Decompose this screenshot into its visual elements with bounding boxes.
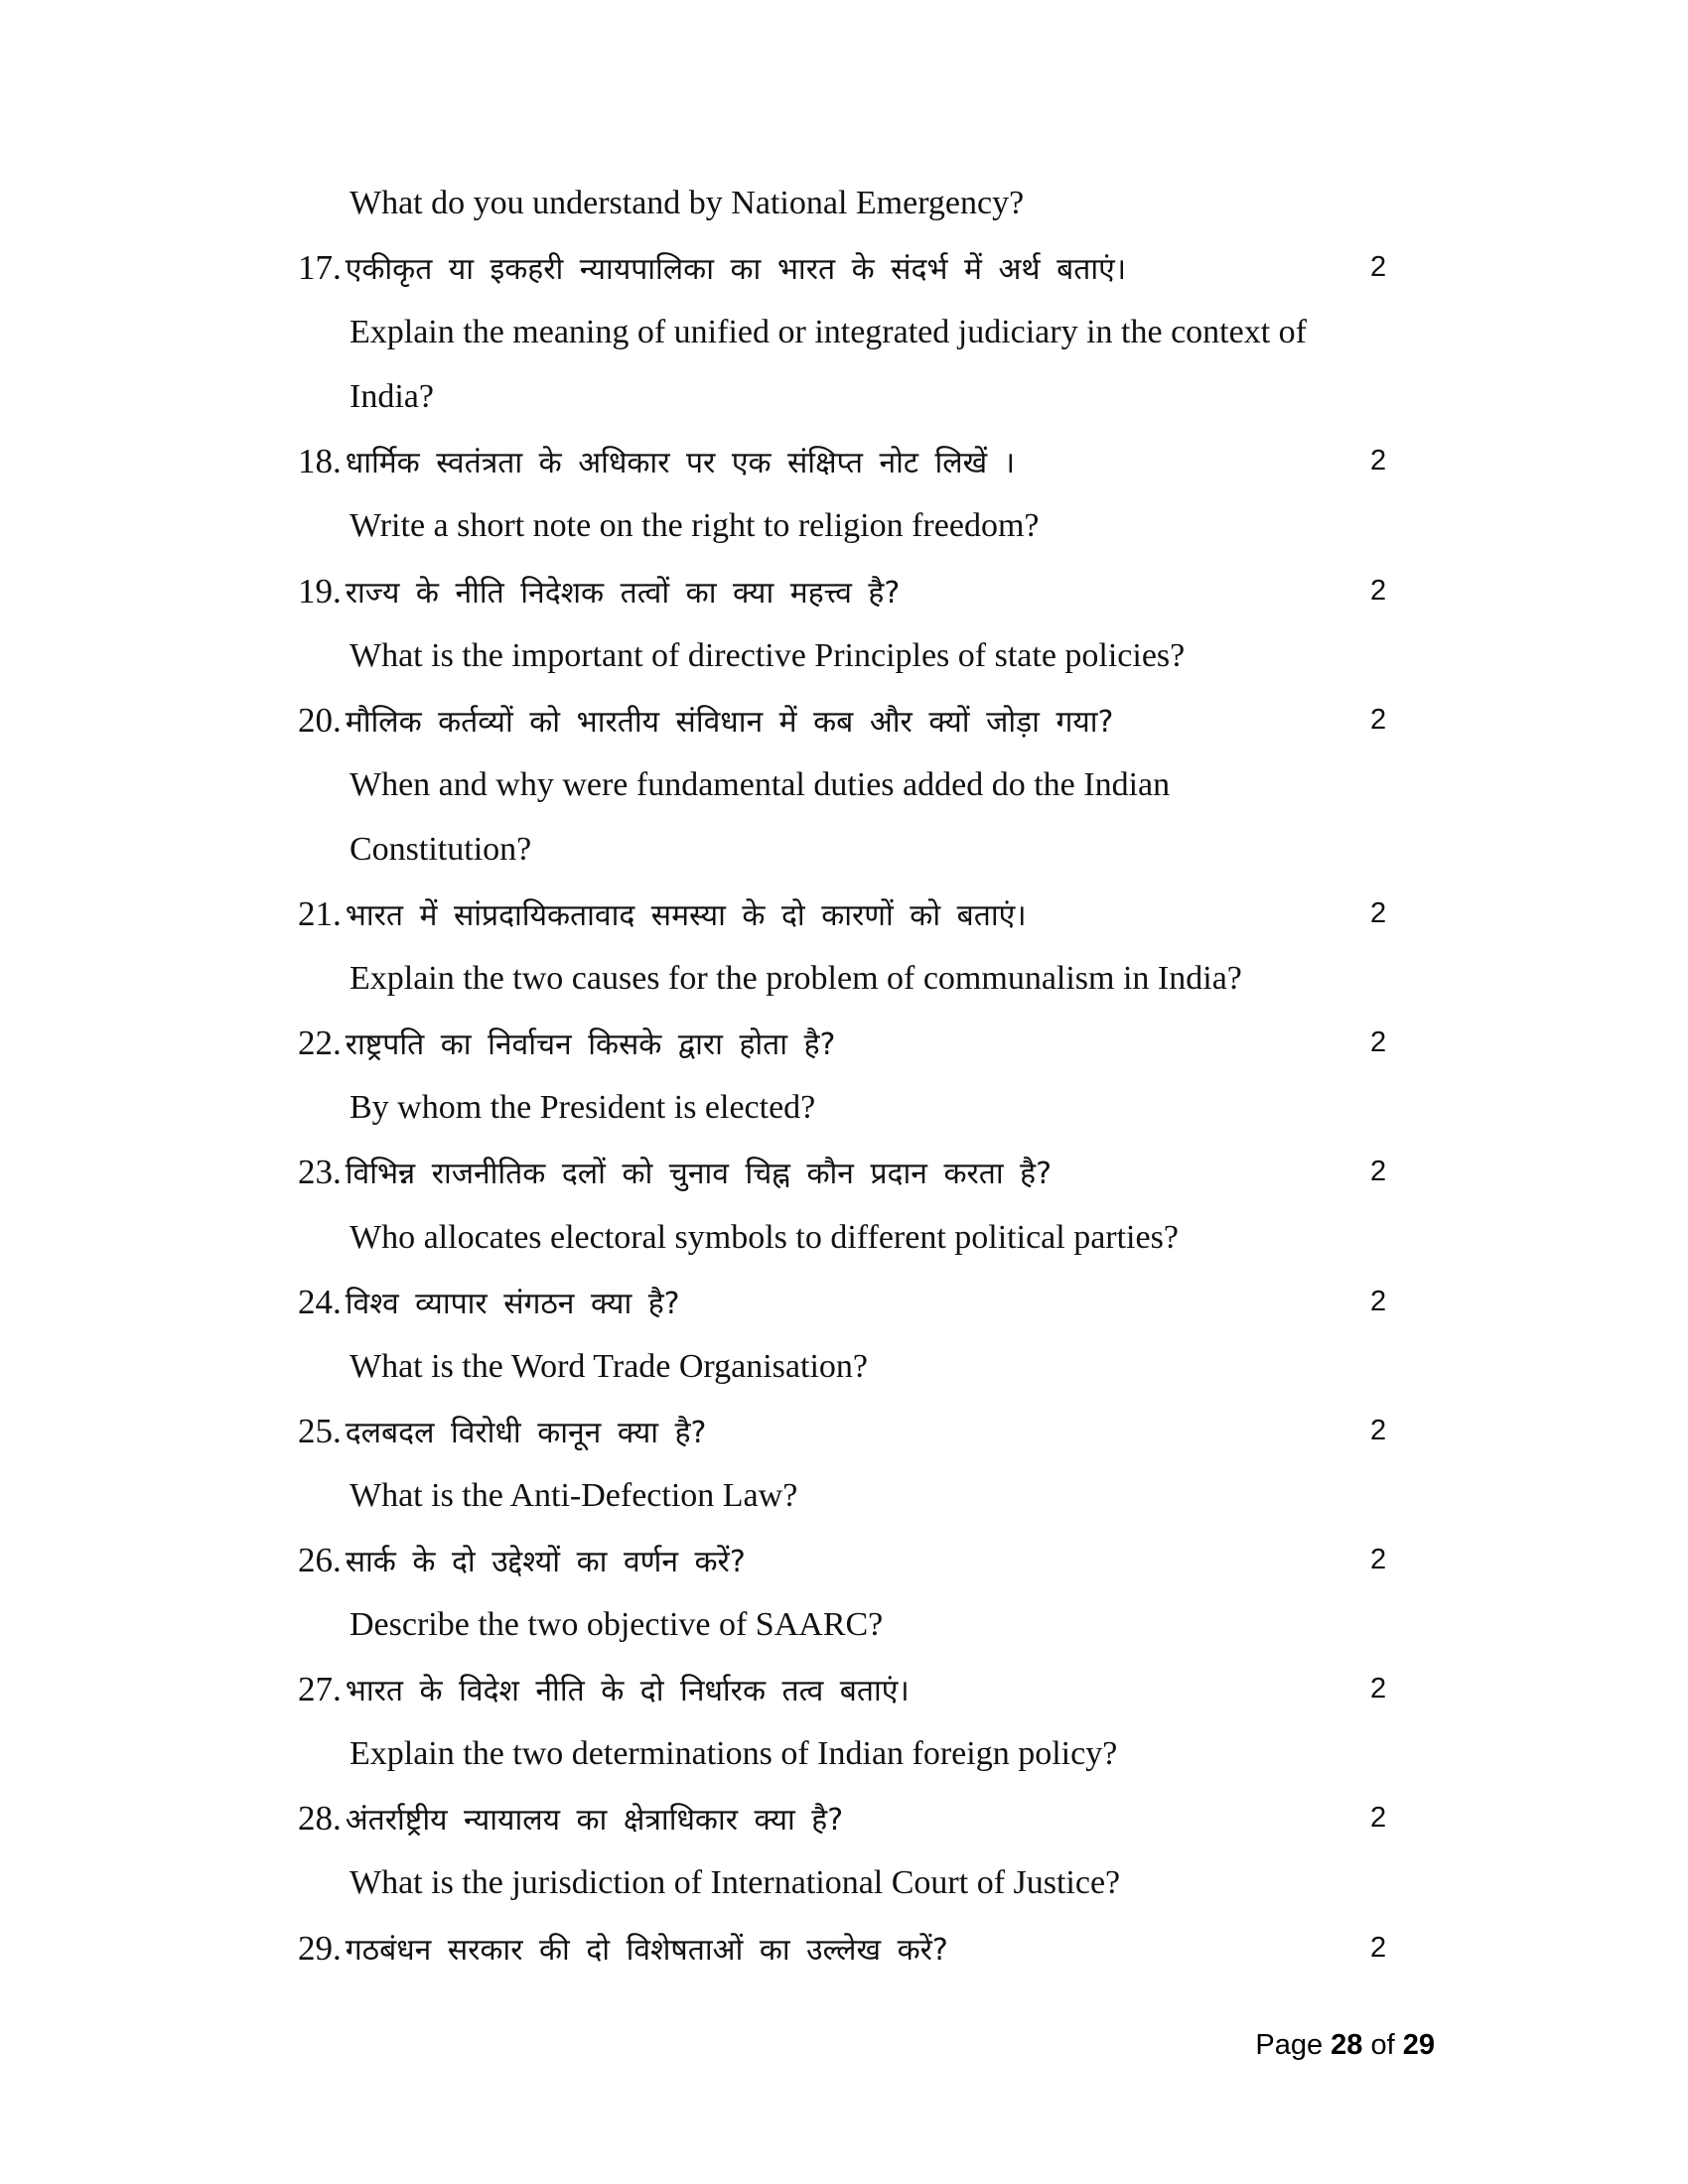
question-number: 20.	[298, 700, 342, 740]
question-text-hindi: अंतर्राष्ट्रीय न्यायालय का क्षेत्राधिकार क्या है?	[345, 1803, 844, 1839]
question-text-english: Who allocates electoral symbols to different political parties?	[350, 1218, 1179, 1256]
english-line-row	[0, 171, 1688, 235]
question-number: 26.	[298, 1540, 342, 1579]
question-text-hindi: दलबदल विरोधी कानून क्या है?	[345, 1415, 707, 1450]
question-marks: 2	[1370, 445, 1387, 478]
question-text-english: Explain the two determinations of Indian foreign policy?	[350, 1735, 1118, 1773]
question-list	[0, 171, 1688, 1980]
question-marks: 2	[1370, 1156, 1387, 1188]
question-text-hindi: राज्य के नीति निदेशक तत्वों का क्या महत्त्व है?	[345, 575, 901, 611]
english-line-row	[0, 752, 1688, 817]
footer-page-label: Page	[1255, 2029, 1324, 2061]
question-marks: 2	[1370, 1931, 1387, 1964]
question-text-hindi: मौलिक कर्तव्यों को भारतीय संविधान में कब और क्यों जोड़ा गया?	[345, 704, 1114, 740]
english-line-row	[0, 1334, 1688, 1399]
english-line-row	[0, 1850, 1688, 1915]
question-text-english: What is the Anti-Defection Law?	[350, 1476, 798, 1514]
footer-of-label: of	[1370, 2029, 1395, 2061]
question-number: 22.	[298, 1024, 342, 1063]
page-footer	[1137, 2025, 1435, 2065]
question-text-hindi: एकीकृत या इकहरी न्यायपालिका का भारत के संदर्भ में अर्थ बताएं।	[345, 252, 1127, 288]
question-text-english: India?	[350, 378, 434, 416]
english-line-row	[0, 1075, 1688, 1140]
question-text-hindi: विश्व व्यापार संगठन क्या है?	[345, 1286, 680, 1321]
question-row	[0, 1270, 1688, 1334]
question-text-english: What is the important of directive Principles of state policies?	[350, 636, 1186, 674]
question-text-hindi: विभिन्न राजनीतिक दलों को चुनाव चिह्न कौन प्रदान करता है?	[345, 1157, 1053, 1192]
english-line-row	[0, 623, 1688, 688]
question-number: 23.	[298, 1153, 342, 1192]
question-row	[0, 559, 1688, 623]
question-text-english: What do you understand by National Emergency?	[350, 185, 1025, 221]
question-marks: 2	[1370, 1802, 1387, 1835]
question-row	[0, 1011, 1688, 1075]
question-text-english: When and why were fundamental duties added do the Indian	[350, 765, 1171, 803]
question-number: 19.	[298, 571, 342, 611]
question-row	[0, 1786, 1688, 1850]
question-number: 27.	[298, 1670, 342, 1709]
question-text-hindi: गठबंधन सरकार की दो विशेषताओं का उल्लेख करें?	[345, 1932, 948, 1968]
question-text-english: Constitution?	[350, 830, 532, 868]
question-row	[0, 1657, 1688, 1721]
english-line-row	[0, 1463, 1688, 1528]
question-row	[0, 882, 1688, 946]
question-text-english: Describe the two objective of SAARC?	[350, 1606, 884, 1644]
question-row	[0, 1399, 1688, 1463]
question-text-english: What is the jurisdiction of International Court of Justice?	[350, 1864, 1121, 1902]
english-line-row	[0, 1205, 1688, 1270]
question-text-english: What is the Word Trade Organisation?	[350, 1347, 868, 1385]
question-number: 18.	[298, 442, 342, 481]
question-text-english: By whom the President is elected?	[350, 1089, 816, 1127]
english-line-row	[0, 1721, 1688, 1786]
question-text-english: Write a short note on the right to religion freedom?	[350, 507, 1040, 545]
question-text-hindi: राष्ट्रपति का निर्वाचन किसके द्वारा होता है?	[345, 1027, 836, 1063]
question-number: 29.	[298, 1928, 342, 1968]
question-marks: 2	[1370, 1285, 1387, 1317]
question-number: 21.	[298, 894, 342, 934]
question-number: 28.	[298, 1799, 342, 1839]
question-marks: 2	[1370, 251, 1387, 284]
question-marks: 2	[1370, 1543, 1387, 1575]
english-line-row	[0, 817, 1688, 882]
question-marks: 2	[1370, 1026, 1387, 1059]
question-marks: 2	[1370, 897, 1387, 930]
question-text-english: Explain the two causes for the problem of communalism in India?	[350, 960, 1242, 998]
question-number: 24.	[298, 1282, 342, 1321]
question-row	[0, 688, 1688, 752]
question-row	[0, 1916, 1688, 1980]
question-text-hindi: भारत में सांप्रदायिकतावाद समस्या के दो कारणों को बताएं।	[345, 898, 1027, 934]
english-line-row	[0, 946, 1688, 1011]
english-line-row	[0, 1592, 1688, 1657]
question-marks: 2	[1370, 703, 1387, 736]
question-row	[0, 1528, 1688, 1592]
footer-page-number: 28	[1331, 2029, 1363, 2061]
question-row	[0, 429, 1688, 493]
english-line-row	[0, 364, 1688, 429]
question-row	[0, 1140, 1688, 1204]
footer-total-pages: 29	[1402, 2029, 1435, 2061]
question-text-hindi: भारत के विदेश नीति के दो निर्धारक तत्व बताएं।	[345, 1674, 910, 1709]
question-text-hindi: धार्मिक स्वतंत्रता के अधिकार पर एक संक्षिप्त नोट लिखें ।	[345, 446, 1016, 481]
english-line-row	[0, 300, 1688, 364]
english-line-row	[0, 493, 1688, 558]
question-number: 17.	[298, 248, 342, 288]
question-row	[0, 235, 1688, 300]
question-text-hindi: सार्क के दो उद्देश्यों का वर्णन करें?	[345, 1544, 746, 1579]
question-marks: 2	[1370, 1673, 1387, 1706]
question-marks: 2	[1370, 1414, 1387, 1446]
question-marks: 2	[1370, 574, 1387, 607]
question-text-english: Explain the meaning of unified or integrated judiciary in the context of	[350, 314, 1307, 351]
question-number: 25.	[298, 1411, 342, 1450]
